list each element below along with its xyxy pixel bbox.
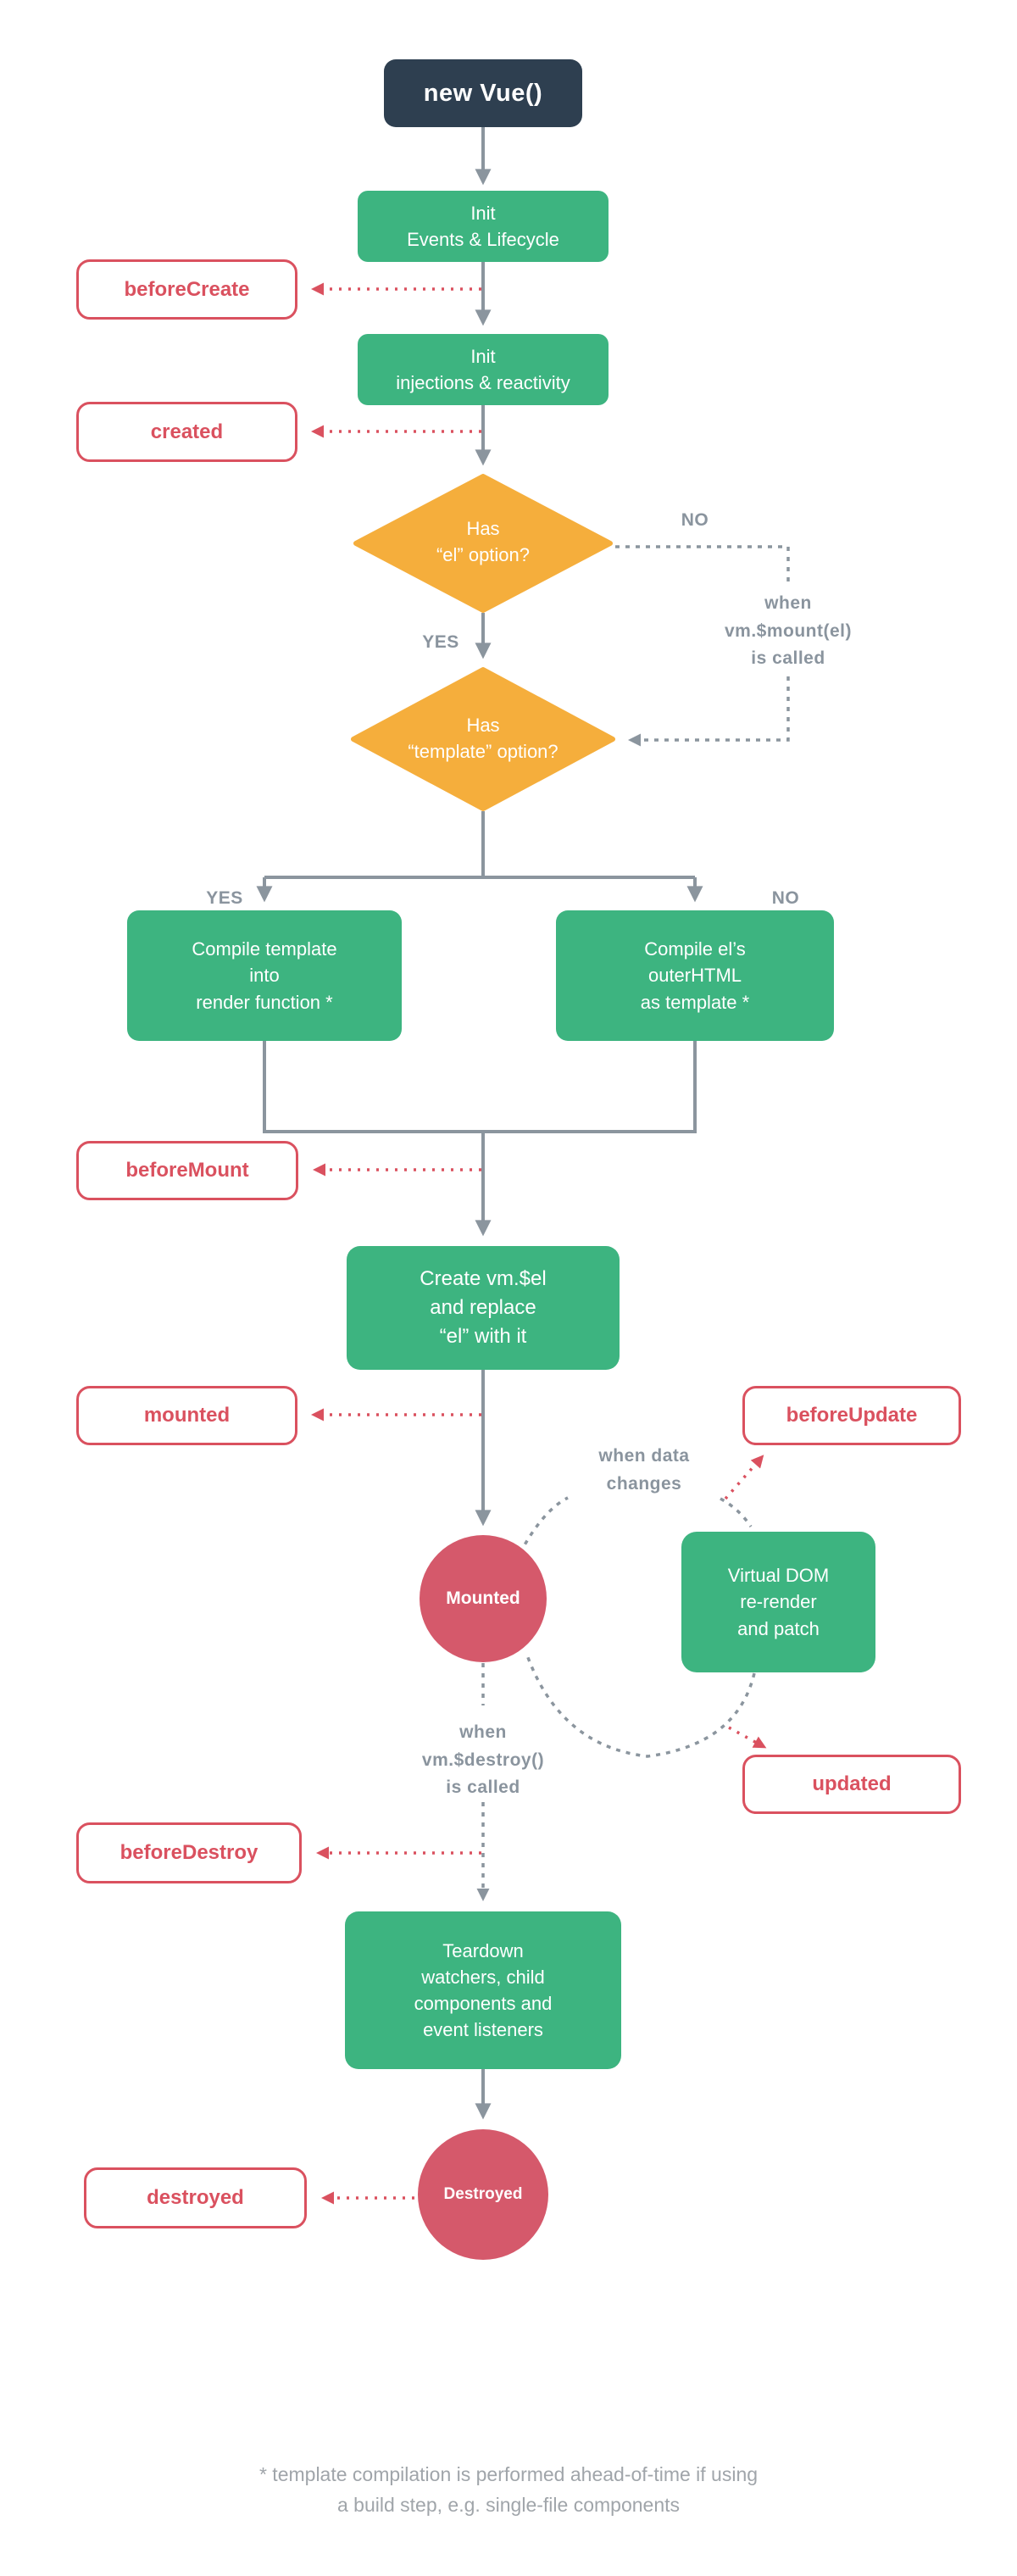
mounted-circle-label: Mounted — [446, 1588, 520, 1608]
create-vm-line1: Create vm.$el — [420, 1266, 547, 1290]
updated-label: updated — [812, 1772, 892, 1795]
compile-template-line2: into — [249, 965, 280, 987]
footnote — [85, 2460, 932, 2520]
when-destroy-label — [386, 1719, 581, 1802]
teardown-line3: components and — [414, 1993, 553, 2014]
new-vue-node — [384, 59, 582, 127]
teardown-line2: watchers, child — [421, 1966, 545, 1988]
compile-el-line3: as template * — [640, 991, 750, 1013]
beforedestroy-hook — [76, 1822, 302, 1883]
created-label: created — [150, 420, 224, 443]
when-mount-line3: is called — [751, 648, 825, 669]
compile-template-line3: render function * — [196, 991, 333, 1013]
destroyed-label: destroyed — [147, 2186, 244, 2209]
beforedestroy-label: beforeDestroy — [119, 1841, 258, 1864]
destroyed-hook — [84, 2167, 307, 2228]
yes-label-2: YES — [206, 888, 243, 908]
no-label-1: NO — [681, 510, 709, 530]
create-vm-line3: “el” with it — [439, 1325, 527, 1349]
virtual-dom-node — [681, 1532, 875, 1672]
loop-arc-top-right — [720, 1499, 751, 1527]
footnote-line2: a build step, e.g. single-file components — [336, 2493, 681, 2516]
destroyed-circle-label: Destroyed — [443, 2185, 523, 2203]
compile-el-node — [556, 910, 834, 1041]
has-template-line1: Has — [466, 715, 500, 737]
virtual-dom-line2: re-render — [740, 1591, 817, 1613]
when-mount-line1: when — [764, 593, 812, 613]
solid-flow-arrows — [264, 127, 695, 2114]
has-el-line1: Has — [466, 518, 500, 540]
mounted-hook — [76, 1386, 297, 1445]
when-data-line1: when data — [598, 1446, 690, 1466]
has-el-label — [373, 500, 593, 585]
teardown-line4: event listeners — [423, 2019, 543, 2041]
init-injections-node — [358, 334, 609, 405]
no-label-2: NO — [771, 888, 800, 908]
beforeupdate-label: beforeUpdate — [786, 1404, 918, 1427]
when-destroy-line3: is called — [446, 1778, 520, 1798]
compile-template-line1: Compile template — [192, 938, 337, 960]
init-events-line1: Init — [470, 202, 496, 224]
beforemount-label: beforeMount — [125, 1159, 249, 1182]
updated-hook — [742, 1755, 961, 1814]
mounted-label: mounted — [143, 1404, 231, 1427]
beforemount-hook — [76, 1141, 298, 1200]
when-destroy-line2: vm.$destroy() — [421, 1750, 545, 1770]
init-events-line2: Events & Lifecycle — [407, 229, 559, 250]
beforecreate-label: beforeCreate — [124, 277, 250, 301]
when-mount-label — [695, 590, 881, 673]
dashed-mount-to-hastemplate — [632, 676, 788, 740]
created-hook — [76, 402, 297, 462]
when-mount-line2: vm.$mount(el) — [724, 620, 852, 641]
init-injections-line1: Init — [470, 345, 496, 367]
dashed-no-path-top — [615, 547, 788, 583]
compile-el-line1: Compile el’s — [644, 938, 746, 960]
beforeupdate-hook — [742, 1386, 961, 1445]
teardown-line1: Teardown — [442, 1939, 524, 1961]
virtual-dom-line3: and patch — [737, 1617, 820, 1639]
new-vue-label: new Vue() — [423, 79, 543, 107]
arrow-to-updated — [729, 1728, 763, 1746]
mounted-circle — [420, 1535, 547, 1662]
teardown-node — [345, 1911, 621, 2069]
merge-lines — [264, 1041, 695, 1132]
when-destroy-line1: when — [459, 1722, 507, 1742]
compile-el-line2: outerHTML — [647, 965, 742, 987]
virtual-dom-line1: Virtual DOM — [727, 1565, 830, 1587]
has-template-label — [356, 697, 610, 782]
create-vm-node — [347, 1246, 620, 1370]
footnote-line1: * template compilation is performed ahead-of-time if using — [258, 2463, 759, 2485]
when-data-label — [555, 1443, 733, 1498]
has-template-line2: “template” option? — [408, 741, 559, 762]
when-data-line2: changes — [606, 1473, 682, 1494]
init-injections-line2: injections & reactivity — [396, 372, 570, 393]
yes-label-1: YES — [422, 632, 459, 652]
destroyed-circle — [418, 2129, 548, 2260]
has-el-line2: “el” option? — [436, 544, 531, 565]
create-vm-line2: and replace — [430, 1295, 536, 1319]
compile-template-node — [127, 910, 402, 1041]
init-events-node — [358, 191, 609, 262]
beforecreate-hook — [76, 259, 297, 320]
